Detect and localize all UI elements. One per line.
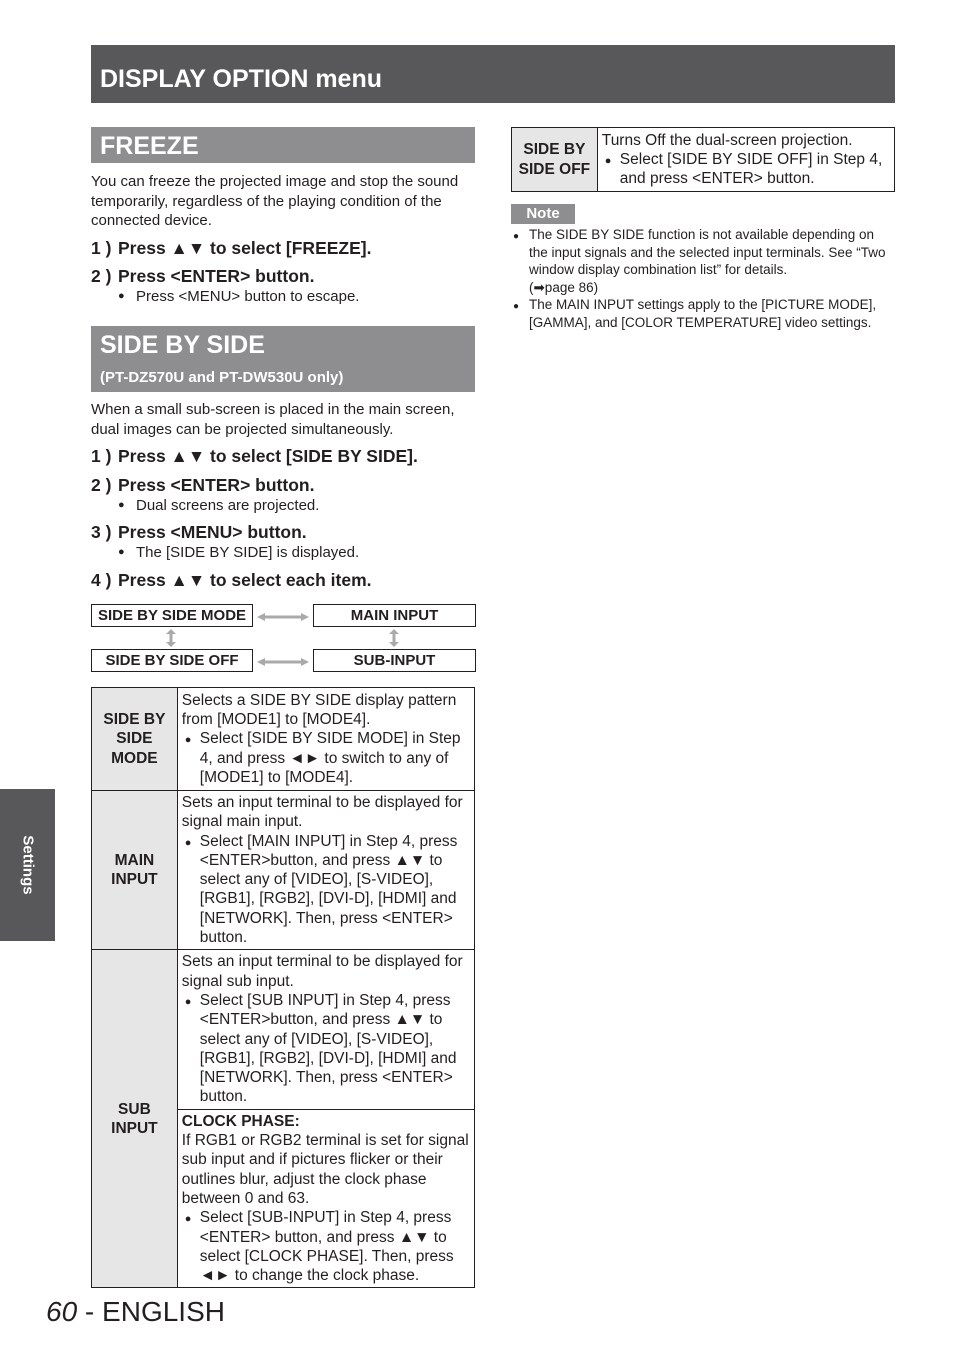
sbs-step-2-note bbox=[118, 497, 319, 514]
settings-side-tab bbox=[0, 789, 55, 941]
page-reference: (➡page 86) bbox=[529, 279, 599, 295]
freeze-step-1 bbox=[91, 238, 371, 259]
language-label: ENGLISH bbox=[102, 1296, 225, 1327]
sbs-step-3-note bbox=[118, 544, 359, 561]
note-tag: Note bbox=[511, 204, 575, 224]
sbs-off-table bbox=[511, 127, 895, 192]
step-text: Press <MENU> button. bbox=[118, 522, 307, 542]
note-list bbox=[511, 226, 895, 331]
cell-bullet: ● Select [SUB INPUT] in Step 4, press <ENTER>button, and press ▲▼ to select any of [VIDEO], [S-VIDEO], [RGB1], [RGB2], [DVI-D], [HDMI] and [NETWORK]. Then, press <ENTER> button. bbox=[182, 991, 470, 1107]
flow-box-sub-input: SUB-INPUT bbox=[313, 649, 476, 672]
row-body-main-input bbox=[177, 791, 474, 950]
page-separator: - bbox=[77, 1296, 103, 1327]
freeze-step-2-note bbox=[118, 288, 359, 305]
sbs-section-header bbox=[91, 326, 475, 392]
clock-phase-title: CLOCK PHASE: bbox=[181, 1112, 300, 1130]
note-text: The MAIN INPUT settings apply to the [PICTURE MODE], [GAMMA], and [COLOR TEMPERATURE] video settings. bbox=[529, 297, 877, 330]
step-number: 2 ) bbox=[91, 475, 112, 495]
flow-box-mode: SIDE BY SIDE MODE bbox=[91, 604, 253, 627]
row-body-off bbox=[597, 128, 894, 192]
step-number: 4 ) bbox=[91, 570, 112, 590]
sbs-settings-table bbox=[91, 687, 475, 1288]
row-head-off: SIDE BY SIDE OFF bbox=[512, 128, 598, 192]
step-number: 1 ) bbox=[91, 238, 112, 258]
double-arrow-horizontal-icon bbox=[256, 657, 310, 667]
freeze-intro: You can freeze the projected image and stop the sound temporarily, regardless of the playing condition of the connected device. bbox=[91, 173, 459, 229]
freeze-title: FREEZE bbox=[100, 132, 199, 160]
page-footer bbox=[46, 1296, 225, 1328]
side-tab-label: Settings bbox=[19, 835, 36, 895]
sbs-step-4 bbox=[91, 570, 372, 591]
table-row bbox=[92, 950, 475, 1109]
freeze-step-2 bbox=[91, 266, 314, 287]
step-text: Press ▲▼ to select [FREEZE]. bbox=[118, 238, 372, 258]
row-head-main-input: MAIN INPUT bbox=[92, 791, 178, 950]
row-body-mode bbox=[177, 688, 474, 791]
freeze-section-header bbox=[91, 127, 475, 163]
cell-bullet: ● Select [SUB-INPUT] in Step 4, press <ENTER> button, and press ▲▼ to select [CLOCK PHASE]. Then, press ◄► to change the clock phase. bbox=[182, 1208, 470, 1285]
bullet-text: ● Press <MENU> button to escape. bbox=[118, 288, 359, 305]
cell-text: Selects a SIDE BY SIDE display pattern from [MODE1] to [MODE4]. bbox=[181, 691, 457, 729]
sbs-intro: When a small sub-screen is placed in the main screen, dual images can be projected simultaneously. bbox=[91, 401, 455, 438]
bullet-text: ● Dual screens are projected. bbox=[118, 497, 319, 514]
step-text: Press ▲▼ to select [SIDE BY SIDE]. bbox=[118, 446, 418, 466]
table-row bbox=[512, 128, 895, 192]
row-body-sub-input bbox=[177, 950, 474, 1109]
sbs-step-1 bbox=[91, 446, 418, 467]
step-text: Press ▲▼ to select each item. bbox=[118, 570, 372, 590]
sbs-subtitle: (PT-DZ570U and PT-DW530U only) bbox=[100, 369, 344, 386]
step-number: 2 ) bbox=[91, 266, 112, 286]
table-row bbox=[92, 791, 475, 950]
cell-text: Sets an input terminal to be displayed for signal main input. bbox=[181, 794, 463, 831]
cell-bullet: ● Select [SIDE BY SIDE MODE] in Step 4, and press ◄► to switch to any of [MODE1] to [MODE4]. bbox=[182, 729, 470, 787]
step-number: 1 ) bbox=[91, 446, 112, 466]
note-text: The SIDE BY SIDE function is not available depending on the input signals and the selected input terminals. See “Two window display combination list” for details. bbox=[529, 227, 886, 277]
cell-bullet: ● Select [MAIN INPUT] in Step 4, press <ENTER>button, and press ▲▼ to select any of [VIDEO], [S-VIDEO], [RGB1], [RGB2], [DVI-D], [HDMI] and [NETWORK]. Then, press <ENTER> button. bbox=[182, 832, 470, 948]
sbs-step-2 bbox=[91, 475, 314, 496]
row-body-clock-phase bbox=[177, 1109, 474, 1288]
double-arrow-vertical-icon bbox=[165, 629, 177, 647]
cell-text: If RGB1 or RGB2 terminal is set for signal sub input and if pictures flicker or their outlines blur, adjust the clock phase between 0 and 63. bbox=[181, 1132, 469, 1207]
flow-box-main-input: MAIN INPUT bbox=[313, 604, 476, 627]
flow-box-off: SIDE BY SIDE OFF bbox=[91, 649, 253, 672]
note-item bbox=[511, 296, 895, 331]
table-row bbox=[92, 688, 475, 791]
bullet-text: ● The [SIDE BY SIDE] is displayed. bbox=[118, 544, 359, 561]
sbs-title: SIDE BY SIDE bbox=[100, 331, 265, 359]
row-head-mode: SIDE BY SIDE MODE bbox=[92, 688, 178, 791]
chapter-header bbox=[91, 45, 895, 103]
cell-text: Turns Off the dual-screen projection. bbox=[601, 131, 853, 149]
chapter-title: DISPLAY OPTION menu bbox=[100, 65, 383, 93]
double-arrow-horizontal-icon bbox=[256, 612, 310, 622]
step-text: Press <ENTER> button. bbox=[118, 475, 315, 495]
step-number: 3 ) bbox=[91, 522, 112, 542]
cell-bullet: ● Select [SIDE BY SIDE OFF] in Step 4, and press <ENTER> button. bbox=[602, 150, 890, 189]
cell-text: Sets an input terminal to be displayed for signal sub input. bbox=[181, 953, 463, 990]
row-head-sub-input: SUB INPUT bbox=[92, 950, 178, 1288]
sbs-step-3 bbox=[91, 522, 307, 543]
double-arrow-vertical-icon bbox=[388, 629, 400, 647]
step-text: Press <ENTER> button. bbox=[118, 266, 315, 286]
note-item bbox=[511, 226, 895, 296]
page-number: 60 bbox=[46, 1296, 78, 1327]
